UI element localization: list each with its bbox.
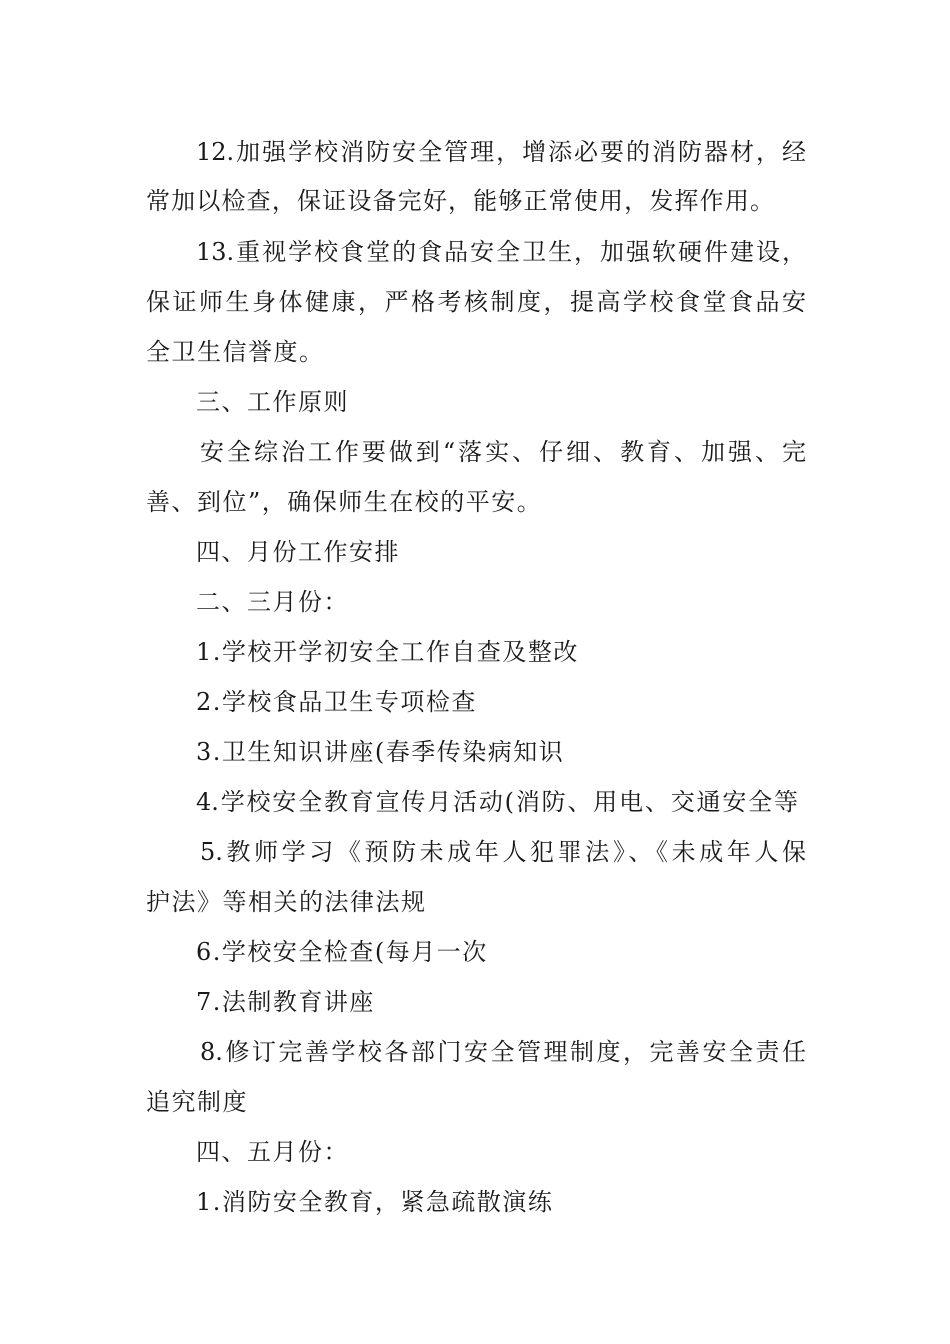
list-item: 8.修订完善学校各部门安全管理制度，完善安全责任 <box>200 1038 806 1066</box>
sub-heading: 四、五月份： <box>196 1138 349 1166</box>
list-item: 1.学校开学初安全工作自查及整改 <box>196 638 579 666</box>
sub-heading: 二、三月份： <box>196 588 349 616</box>
list-item: 6.学校安全检查(每月一次 <box>196 938 488 966</box>
list-item: 2.学校食品卫生专项检查 <box>196 688 477 716</box>
list-item: 5.教师学习《预防未成年人犯罪法》、《未成年人保 <box>200 838 806 866</box>
paragraph-line: 全卫生信誉度。 <box>146 338 325 366</box>
paragraph-line: 安全综治工作要做到“落实、仔细、教育、加强、完 <box>200 438 806 466</box>
section-heading: 三、工作原则 <box>196 388 349 416</box>
list-item: 3.卫生知识讲座(春季传染病知识 <box>196 738 565 766</box>
section-heading: 四、月份工作安排 <box>196 538 400 566</box>
paragraph-line: 13.重视学校食堂的食品安全卫生，加强软硬件建设， <box>196 238 806 266</box>
paragraph-line: 善、到位”，确保师生在校的平安。 <box>146 488 543 516</box>
paragraph-line: 追究制度 <box>146 1088 248 1116</box>
paragraph-line: 护法》等相关的法律法规 <box>146 888 427 916</box>
paragraph-line: 常加以检查，保证设备完好，能够正常使用，发挥作用。 <box>146 187 774 215</box>
list-item: 7.法制教育讲座 <box>196 988 375 1016</box>
list-item: 4.学校安全教育宣传月活动(消防、用电、交通安全等 <box>196 788 798 816</box>
paragraph-line: 12.加强学校消防安全管理，增添必要的消防器材，经 <box>196 138 806 166</box>
paragraph-line: 保证师生身体健康，严格考核制度，提高学校食堂食品安 <box>146 288 806 316</box>
list-item: 1.消防安全教育，紧急疏散演练 <box>196 1188 554 1216</box>
